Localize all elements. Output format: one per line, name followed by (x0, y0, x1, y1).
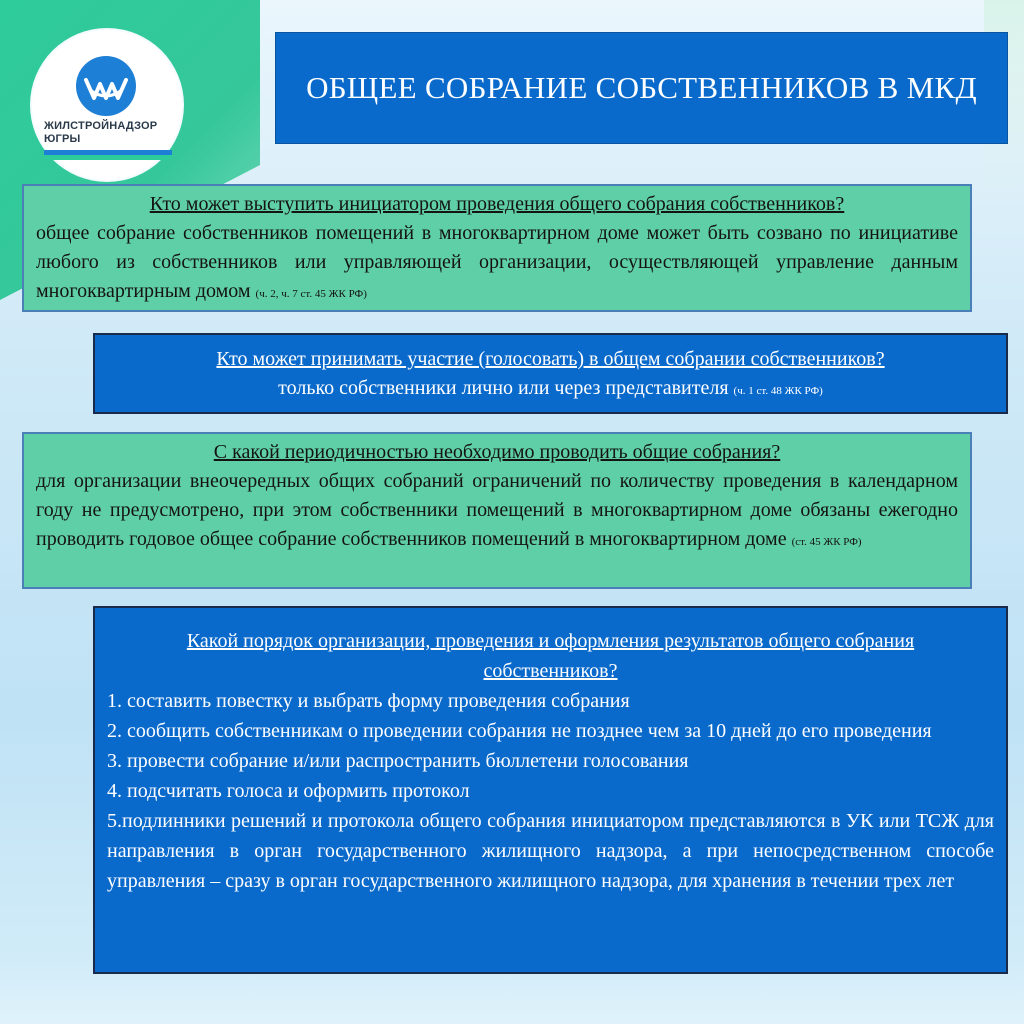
faq-question: Кто может принимать участие (голосовать) в общем собрании собственников? (216, 348, 885, 370)
law-reference: (ч. 2, ч. 7 ст. 45 ЖК РФ) (255, 288, 367, 300)
faq-card-participants (93, 333, 1008, 414)
logo-stripe (44, 150, 172, 160)
faq-card-procedure (93, 606, 1008, 974)
faq-question: С какой периодичностью необходимо проводить общие собрания? (213, 441, 781, 463)
logo-text-line1: ЖИЛСТРОЙНАДЗОР (44, 120, 158, 132)
procedure-step-4: 4. подсчитать голоса и оформить протокол (107, 780, 470, 802)
logo-text (44, 120, 174, 146)
procedure-step-5: 5.подлинники решений и протокола общего собрания инициатором представляются в УК или ТСЖ для направления в орган государственного жилищного надзора, а при непосредственном способе управления – сразу в орган государственного жилищного надзора, для хранения в течении трех лет (107, 810, 994, 892)
page-title: ОБЩЕЕ СОБРАНИЕ СОБСТВЕННИКОВ В МКД (306, 70, 977, 105)
faq-answer (107, 374, 994, 406)
procedure-step-2: 2. сообщить собственникам о проведении собрания не позднее чем за 10 дней до его проведения (107, 720, 932, 742)
faq-answer-text: общее собрание собственников помещений в многоквартирном доме может быть созвано по инициативе любого из собственников или управляющей организации, осуществляющей управление данным многоквартирным домом (36, 222, 958, 302)
faq-answer-text: только собственники лично или через представителя (278, 377, 729, 399)
procedure-step-1: 1. составить повестку и выбрать форму проведения собрания (107, 690, 630, 712)
law-reference: (ст. 45 ЖК РФ) (791, 536, 862, 548)
faq-question: Кто может выступить инициатором проведения общего собрания собственников? (149, 193, 845, 215)
logo-text-line2: ЮГРЫ (44, 133, 81, 145)
law-reference: (ч. 1 ст. 48 ЖК РФ) (733, 385, 823, 397)
procedure-step-3: 3. провести собрание и/или распространить бюллетени голосования (107, 750, 689, 772)
faq-answer (36, 219, 958, 309)
faq-answer-text: для организации внеочередных общих собраний ограничений по количеству проведения в календарном году не предусмотрено, при этом собственники помещений в многоквартирном доме обязаны ежегодно проводить годовое общее собрание собственников помещений в многоквартирном доме (36, 470, 958, 550)
faq-question: Какой порядок организации, проведения и оформления результатов общего собрания собственников? (186, 630, 915, 682)
faq-card-frequency (22, 432, 972, 589)
faq-card-initiator (22, 184, 972, 312)
logo-icon (74, 54, 138, 118)
faq-answer (36, 467, 958, 557)
page-title-box (275, 32, 1008, 144)
